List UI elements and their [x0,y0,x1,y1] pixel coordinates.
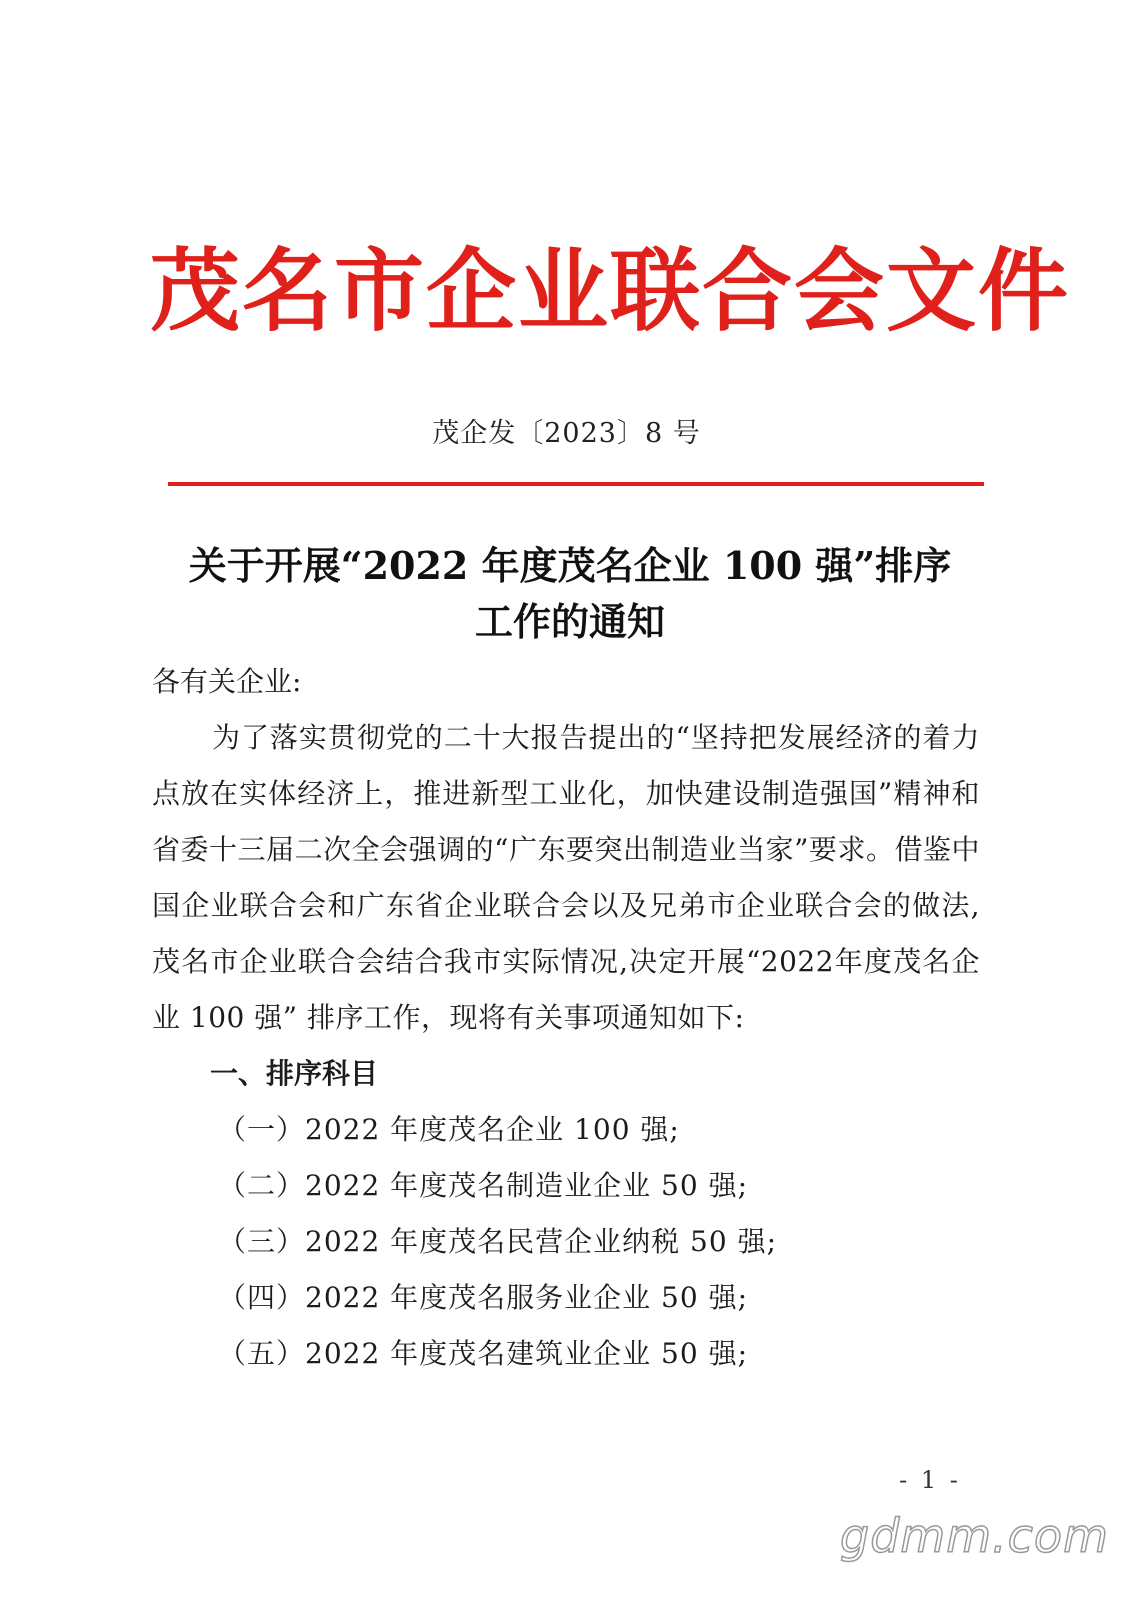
red-divider-line [168,482,984,486]
masthead-title: 茂名市企业联合会文件 [150,238,1070,344]
document-number: 茂企发〔2023〕8 号 [432,418,701,449]
intro-paragraph: 为了落实贯彻党的二十大报告提出的“坚持把发展经济的着力点放在实体经济上，推进新型工业化，加快建设制造强国”精神和省委十三届二次全会强调的“广东要突出制造业当家”要求。借鉴中国企业联合会和广东省企业联合会以及兄弟市企业联合会的做法,茂名市企业联合会结合我市实际情况,决定开展“2022年度茂名企业 100 强” 排序工作，现将有关事项通知如下: [152,721,980,1034]
section-heading-ranking-categories: 一、排序科目 [210,1057,379,1090]
list-item: （二）2022 年度茂名制造业企业 50 强; [218,1169,749,1202]
site-watermark: gdmm.com [840,1509,1109,1563]
notice-title-line2: 工作的通知 [474,599,665,644]
notice-title-line1: 关于开展“2022 年度茂名企业 100 强”排序 [188,543,952,588]
list-item: （一）2022 年度茂名企业 100 强; [218,1113,680,1146]
list-item: （三）2022 年度茂名民营企业纳税 50 强; [218,1225,778,1258]
notice-title [150,538,990,650]
salutation: 各有关企业: [152,665,302,698]
list-item: （四）2022 年度茂名服务业企业 50 强; [218,1281,749,1314]
ranking-category-list [152,1102,980,1382]
list-item: （五）2022 年度茂名建筑业企业 50 强; [218,1337,749,1370]
page-number: - 1 - [899,1466,961,1494]
notice-body [152,654,980,1382]
